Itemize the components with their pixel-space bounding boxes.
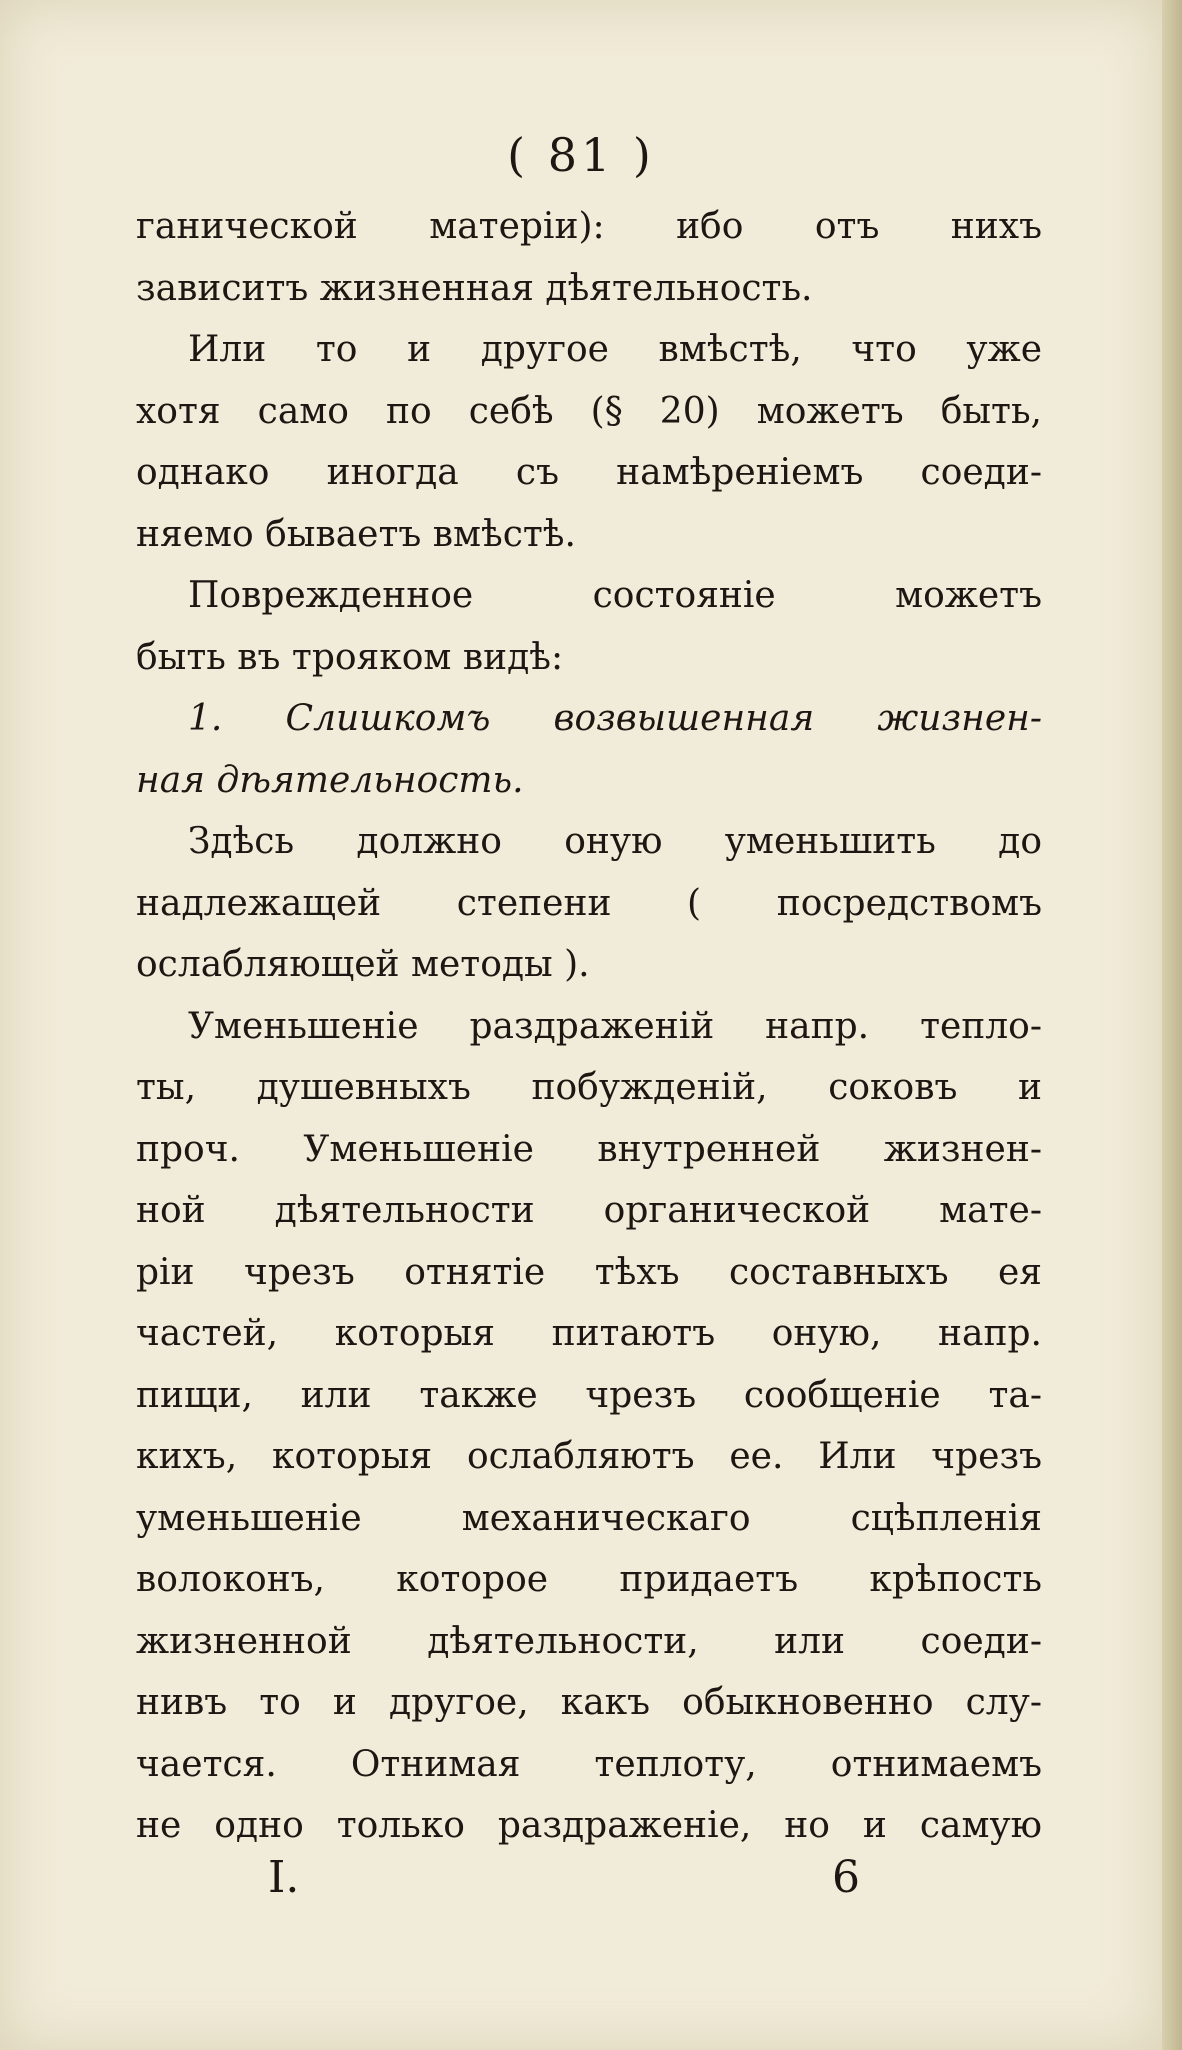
page-edge [1162,0,1182,2050]
sheet-number: 6 [832,1852,860,1903]
text-line: однако иногда съ намѣренiемъ соеди- [136,452,1042,493]
text-line: кихъ, которыя ослабляютъ ее. Или чрезъ [136,1436,1042,1477]
text-line: уменьшенiе механическаго сцѣпленiя [136,1497,1042,1539]
text-line: рiи чрезъ отнятiе тѣхъ составныхъ ея [136,1251,1042,1293]
page-number-header: ( 81 ) [507,128,655,182]
text-line: ты, душевныхъ побужденiй, соковъ и [136,1067,1042,1108]
text-line: хотя само по себѣ (§ 20) можетъ быть, [136,390,1042,432]
text-line: не одно только раздраженiе, но и самую [136,1805,1042,1846]
text-line: зависитъ жизненная дѣятельность. [136,267,813,309]
text-line: ной дѣятельности органической мате- [136,1190,1042,1231]
text-line-italic-heading: 1. Слишкомъ возвышенная жизнен- [188,698,1042,739]
text-line: Уменьшенiе раздраженiй напр. тепло- [188,1005,1042,1047]
text-line: частей, которыя питаютъ оную, напр. [136,1313,1042,1354]
text-line: проч. Уменьшенiе внутренней жизнен- [136,1128,1042,1170]
text-line: быть въ трояком видѣ: [136,636,564,678]
text-line: няемо бываетъ вмѣстѣ. [136,513,576,555]
text-line: чается. Отнимая теплоту, отнимаемъ [136,1743,1042,1785]
text-line: надлежащей степени ( посредствомъ [136,882,1042,924]
page-body-text [136,196,1042,1857]
text-line: ослабляющей методы ). [136,944,590,985]
signature-mark: I. [268,1852,300,1903]
text-line: жизненной дѣятельности, или соеди- [136,1620,1042,1662]
text-line: волоконъ, которое придаетъ крѣпость [136,1559,1042,1600]
text-line: нивъ то и другое, какъ обыкновенно слу- [136,1682,1042,1723]
text-line: Поврежденное состоянiе можетъ [188,575,1042,616]
text-line: Или то и другое вмѣстѣ, что уже [188,329,1042,370]
text-line: пищи, или также чрезъ сообщенiе та- [136,1374,1042,1416]
text-line: Здѣсь должно оную уменьшить до [188,821,1042,862]
text-line-italic-heading: ная дѣятельность. [136,759,524,801]
text-line: ганической матерiи): ибо отъ нихъ [136,206,1042,247]
